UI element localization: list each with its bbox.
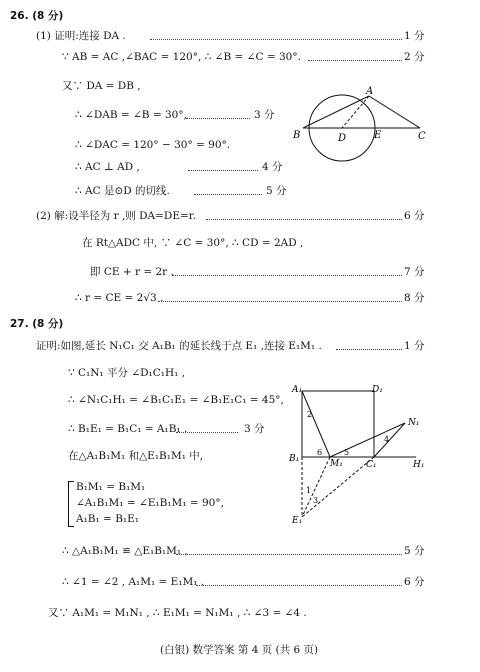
label-a1: A₁ [292,385,303,395]
q27-step-4: 在△A₁B₁M₁ 和△E₁B₁M₁ 中, [68,450,204,462]
q27-square-figure [280,383,440,528]
label-e: E [374,130,382,141]
q27-leader-3 [176,554,402,555]
label-h1: H₁ [413,460,425,470]
q27-step-5: ∴ △A₁B₁M₁ ≌ △E₁B₁M₁ , [62,545,188,557]
q26-heading: 26. (8 分) [10,10,64,22]
q26-step-5: ∴ AC ⊥ AD , [75,161,140,173]
q26-step-3: ∴ ∠DAB = ∠B = 30°, [75,109,187,121]
q26-step-6: ∴ AC 是⊙D 的切线. [75,185,170,197]
label-b1: B₁ [289,454,300,464]
segment-a1m1 [302,391,330,457]
segment-da [342,96,369,128]
q27-leader-4 [196,585,402,586]
label-d: D [338,133,347,144]
label-n1: N₁ [408,418,420,428]
q26-part2-intro: (2) 解:设半径为 r ,则 DA=DE=r. [36,210,197,222]
q27-score-3: 5 分 [404,545,425,557]
q27-step-3: ∴ B₁E₁ = B₁C₁ = A₁B₁ . [68,423,188,435]
q26-score-3: 3 分 [254,109,275,121]
q26-part1-intro: (1) 证明:连接 DA . [36,30,126,42]
segment-c1n1 [374,423,405,457]
square-a1d1c1b1 [302,391,374,457]
label-m1: M₁ [330,459,343,469]
segment-ac [369,96,420,128]
angle-label-2: 2 [307,410,313,419]
page-footer: (白银) 数学答案 第 4 页 (共 6 页) [160,644,319,656]
angle-label-4: 4 [384,435,390,444]
q27-leader-1 [336,349,402,350]
q26-score-2: 2 分 [404,51,425,63]
q27-leader-2 [176,432,238,433]
q26-leader-3 [186,118,250,119]
label-d1: D₁ [372,385,383,395]
q26-score-1: 1 分 [404,30,425,42]
q27-brace-line-1: B₁M₁ = B₁M₁ [76,481,146,493]
q27-heading: 27. (8 分) [10,318,64,330]
q26-leader-6 [206,219,402,220]
label-c1: C₁ [366,460,377,470]
q27-brace-line-2: ∠A₁B₁M₁ = ∠E₁B₁M₁ = 90°, [76,497,224,509]
q27-score-4: 6 分 [404,576,425,588]
q26-leader-1 [150,39,402,40]
q27-step-2: ∴ ∠N₁C₁H₁ = ∠B₁C₁E₁ = ∠B₁E₁C₁ = 45°, [68,394,284,406]
q26-part2-step-2: 即 CE + r = 2r . [90,266,174,278]
q27-brace-line-3: A₁B₁ = B₁E₁ [76,513,139,525]
q26-step-4: ∴ ∠DAC = 120° − 30° = 90°. [75,139,231,151]
label-a: A [366,86,374,97]
q26-score-7: 7 分 [404,266,425,278]
q26-leader-7 [172,275,402,276]
q26-score-4: 4 分 [262,161,283,173]
q26-score-6: 6 分 [404,210,425,222]
q27-step-7: 又∵ A₁M₁ = M₁N₁ , ∴ E₁M₁ = N₁M₁ , ∴ ∠3 = ∠4 . [48,607,307,619]
system-brace [68,481,74,527]
q27-score-2: 3 分 [244,423,265,435]
segment-m1n1 [330,423,405,457]
q27-intro: 证明:如图,延长 N₁C₁ 交 A₁B₁ 的延长线于点 E₁ ,连接 E₁M₁ . [36,340,322,352]
angle-label-3: 3 [313,496,319,505]
q26-score-8: 8 分 [404,292,425,304]
label-c: C [418,131,426,142]
label-b: B [293,130,301,141]
label-e1: E₁ [292,516,303,526]
q26-circle-figure [290,82,435,162]
q26-leader-4 [188,170,258,171]
q26-score-5: 5 分 [266,185,287,197]
angle-label-1: 1 [306,486,312,495]
q26-part2-step-3: ∴ r = CE = 2√3 . [75,292,164,304]
q27-score-1: 1 分 [404,340,425,352]
angle-label-6: 6 [317,448,323,457]
q26-step-1: ∵ AB = AC ,∠BAC = 120°, ∴ ∠B = ∠C = 30°. [62,51,301,63]
q26-part2-step-1: 在 Rt△ADC 中, ∵ ∠C = 30°, ∴ CD = 2AD , [82,237,304,249]
q26-leader-5 [194,194,262,195]
angle-label-5: 5 [344,448,350,457]
q27-step-6: ∴ ∠1 = ∠2 , A₁M₁ = E₁M₁ . [62,576,205,588]
q26-step-2: 又∵ DA = DB , [62,80,141,92]
q26-leader-2 [308,60,402,61]
q26-leader-8 [158,301,402,302]
q27-step-1: ∵ C₁N₁ 平分 ∠D₁C₁H₁ , [68,367,186,379]
